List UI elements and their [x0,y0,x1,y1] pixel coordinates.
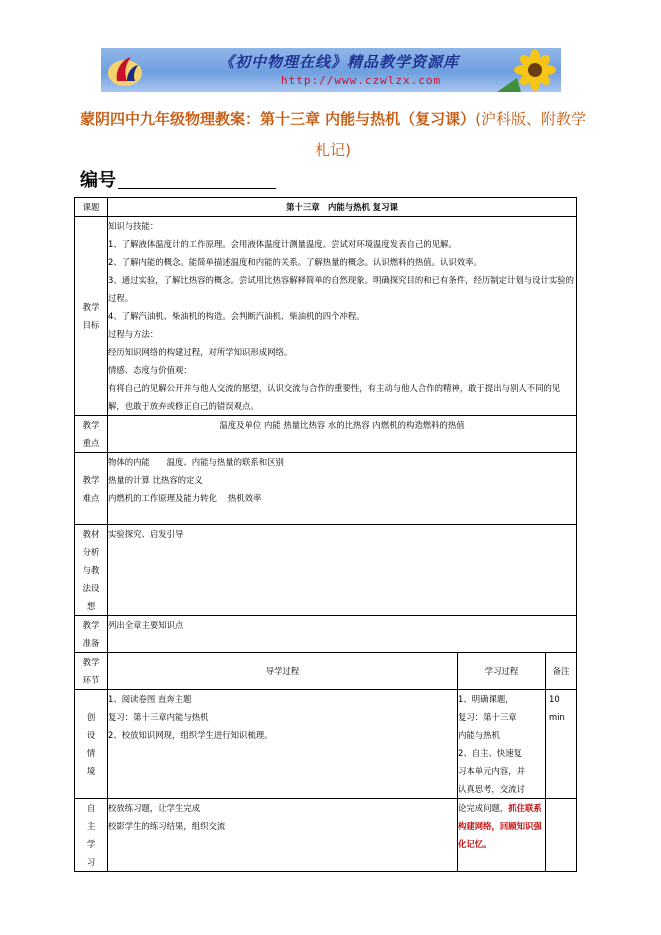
note-cell: 10 min [546,690,577,799]
learn-line: 认真思考，交流讨 [458,784,525,794]
key-value: 温度及单位 内能 热量比热容 水的比热容 内燃机的构造燃料的热值 [108,416,577,453]
difficulty-line: 热量的计算 比热容的定义 [108,475,203,485]
difficulty-line: 物体的内能 温度、内能与热量的联系和区别 [108,457,284,467]
guide-header: 导学过程 [108,653,458,690]
guide-line: 校放练习题，让学生完成 [108,803,201,813]
difficulty-row [75,453,577,525]
process-row [75,799,577,872]
stage-cell: 创设情境 [75,690,108,799]
lesson-plan-table [74,197,577,872]
learn-line: 1、明确课题， [458,694,514,704]
difficulty-text [108,453,577,525]
goals-line: 经历知识网络的构建过程，对所学知识形成网络。 [108,347,293,357]
prep-value: 列出全章主要知识点 [108,616,577,653]
title-main: 蒙阴四中九年级物理教案：第十三章 内能与热机（复习课） [79,110,476,128]
learn-highlight: 抓住联系构建网络，回顾知识强化记忆。 [458,803,542,849]
goals-text [108,217,577,416]
difficulty-label: 教学难点 [75,453,108,525]
guide-line: 2、校放知识网现，组织学生进行知识梳理。 [108,730,273,740]
topic-value: 第十三章 内能与热机 复习课 [108,198,577,217]
title-suffix: (沪科版、附教学札记) [315,110,587,159]
learn-line: 习本单元内容，并 [458,766,525,776]
site-banner [101,48,561,92]
learn-cell [458,799,546,872]
serial-label: 编号 [80,170,116,191]
topic-label: 课题 [75,198,108,217]
stage-header: 教学环节 [75,653,108,690]
method-row [75,525,577,616]
key-label: 教学重点 [75,416,108,453]
method-label: 教材分析与教法设想 [75,525,108,616]
goals-line: 4、了解汽油机、柴油机的构造。会判断汽油机、柴油机的四个冲程。 [108,311,365,321]
goals-line: 知识与技能： [108,221,159,231]
process-row [75,690,577,799]
stage-cell: 自主学习 [75,799,108,872]
banner-url: http://www.czwlzx.com [281,74,442,87]
topic-row [75,198,577,217]
process-header-row [75,653,577,690]
goals-label: 教学目标 [75,217,108,416]
goals-line: 2、了解内能的概念。能简单描述温度和内能的关系。了解热量的概念。认识燃料的热值。认识效率。 [108,257,482,267]
guide-line: 校影学生的练习结果，组织交流 [108,821,226,831]
difficulty-line: 内燃机的工作原理及能力转化 热机效率 [108,493,262,503]
prep-label: 教学准备 [75,616,108,653]
learn-line: 论完成问题， [458,803,509,813]
note-cell [546,799,577,872]
learn-line: 2、自主、快速复 [458,748,522,758]
learn-line: 内能与热机 [458,730,500,740]
sunflower-icon [497,48,559,92]
guide-line: 1、阅读卷图 直奔主题 [108,694,192,704]
key-row [75,416,577,453]
serial-blank-line [118,188,276,189]
goals-line: 3、通过实验，了解比热容的概念。尝试用比热容解释简单的自然现象。明确探究目的和已有条件，经历制定计划与设计实验的过程。 [108,275,574,303]
learn-cell [458,690,546,799]
note-header: 备注 [546,653,577,690]
goals-line: 过程与方法： [108,329,159,339]
method-value: 实验探究、启发引导 [108,525,577,616]
banner-title: 《初中物理在线》精品教学资源库 [219,53,460,71]
goals-line: 1、了解液体温度计的工作原理。会用液体温度计测量温度。尝试对环境温度发表自己的见解。 [108,239,457,249]
learn-header: 学习过程 [458,653,546,690]
guide-cell [108,799,458,872]
document-title [78,104,588,166]
goals-line: 情感、态度与价值观： [108,365,192,375]
goals-row [75,217,577,416]
guide-line: 复习：第十三章内能与热机 [108,712,209,722]
learn-line: 复习：第十三章 [458,712,517,722]
guide-cell [108,690,458,799]
site-logo-icon [105,51,145,89]
prep-row [75,616,577,653]
goals-line: 有将自己的见解公开并与他人交流的愿望，认识交流与合作的重要性，有主动与他人合作的精神，敢于提出与别人不同的见解，也敢于放弃或修正自己的错误观点。 [108,383,561,411]
